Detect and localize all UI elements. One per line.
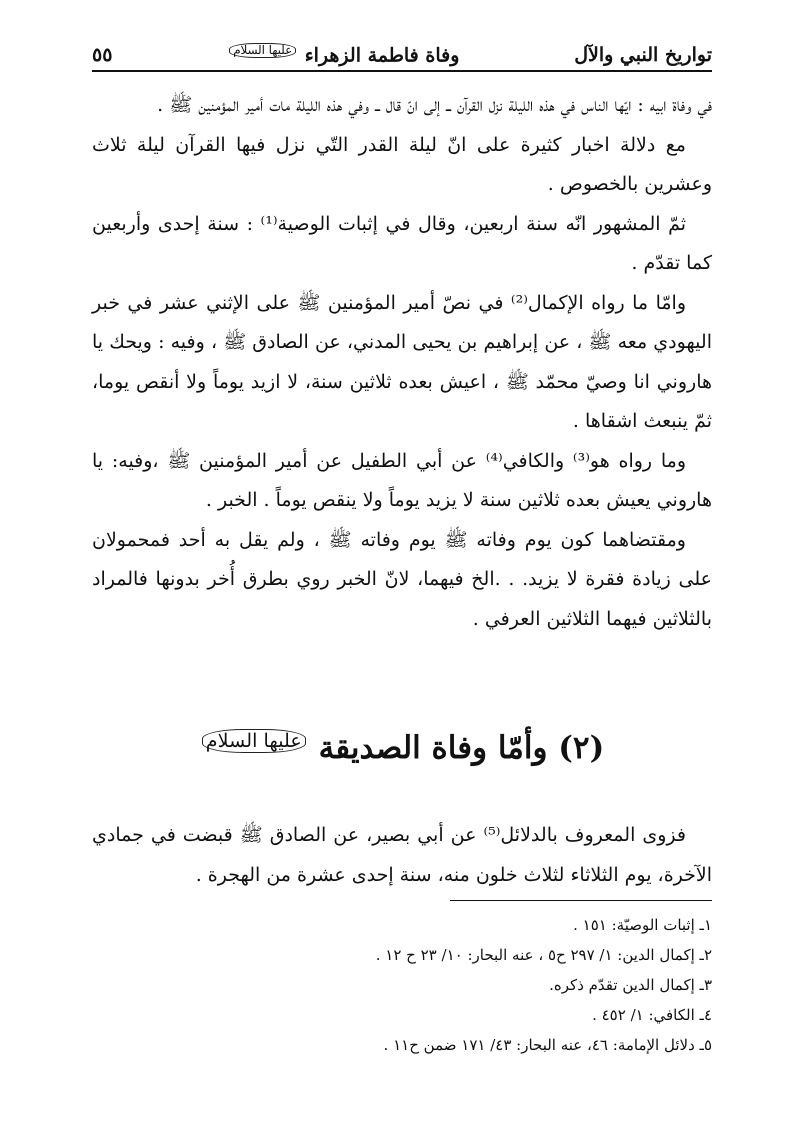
section-body: [92, 816, 712, 895]
chapter-title: [227, 43, 459, 66]
footnotes: [300, 910, 712, 1060]
book-title: تواريخ النبي والآل: [574, 44, 712, 66]
footnote-4: ٤ـ الكافي: ١/ ٤٥٢ .: [592, 1006, 712, 1024]
paragraph-2: مع دلالة اخبار كثيرة على انّ ليلة القدر التّي نزل فيها القرآن ليلة ثلاث وعشرين بالخصوص .: [92, 133, 712, 195]
footnote-5: ٥ـ دلائل الإمامة: ٤٦، عنه البحار: ٤٣/ ١٧١ ضمن ح١١ .: [383, 1036, 712, 1054]
chapter-title-text: وفاة فاطمة الزهراء: [304, 44, 460, 66]
paragraph-5: وما رواه هو⁽³⁾ والكافي⁽⁴⁾ عن أبي الطفيل عن أمير المؤمنين ﷺ ،وفيه: يا هاروني يعيش بعده ثلاثين سنة لا يزيد يوماً ولا ينقص يوماً . الخبر .: [92, 449, 712, 511]
footnote-2: ٢ـ إكمال الدين: ١/ ٢٩٧ ح٥ ، عنه البحار: ١٠/ ٢٣ ح ١٢ .: [375, 946, 712, 964]
chapter-honorific: عليها السلام: [229, 43, 296, 59]
section-heading-honorific: عليها السلام: [202, 729, 306, 753]
paragraph-6: ومقتضاهما كون يوم وفاته ﷺ يوم وفاته ﷺ ، ولم يقل به أحد فمحمولان على زيادة فقرة لا يزيد. . .الخ فيهما، لانّ الخبر روي بطرق أُخر بدونها فالمراد بالثلاثين فيهما الثلاثين العرفي .: [92, 528, 712, 630]
section-heading-text: (٢) وأمّا وفاة الصديقة: [318, 730, 605, 766]
body-text: [92, 86, 712, 639]
footnote-rule: [450, 900, 712, 901]
section-heading: [92, 718, 712, 778]
running-header: [92, 32, 712, 66]
header-rule: [92, 70, 712, 72]
paragraph-1: في وفاة ابيه : ايّها الناس في هذه الليلة نزل القرآن ــ إلى انّ قال ــ وفي هذه الليلة مات أمير المؤمنين ﷺ .: [157, 94, 712, 116]
paragraph-3: ثمّ المشهور انّه سنة اربعين، وقال في إثبات الوصية⁽¹⁾ : سنة إحدى وأربعين كما تقدّم .: [92, 212, 712, 274]
footnote-1: ١ـ إثبات الوصيّة: ١٥١ .: [573, 916, 712, 934]
page-number: ٥٥: [92, 44, 113, 66]
paragraph-4: وامّا ما رواه الإكمال⁽²⁾ في نصّ أمير المؤمنين ﷺ على الإثني عشر في خبر اليهودي معه ﷺ ، عن إبراهيم بن يحيى المدني، عن الصادق ﷺ ، وفيه : ويحك يا هاروني انا وصيّ محمّد ﷺ ، اعيش بعده ثلاثين سنة، لا ازيد يوماً ولا أنقص يوما، ثمّ ينبعث اشقاها .: [92, 291, 712, 432]
footnote-3: ٣ـ إكمال الدين تقدّم ذكره.: [549, 976, 712, 994]
section-paragraph: فزوى المعروف بالدلائل⁽⁵⁾ عن أبي بصير، عن الصادق ﷺ قبضت في جمادي الآخرة، يوم الثلاثاء لثلاث خلون منه، سنة إحدى عشرة من الهجرة .: [92, 824, 712, 886]
